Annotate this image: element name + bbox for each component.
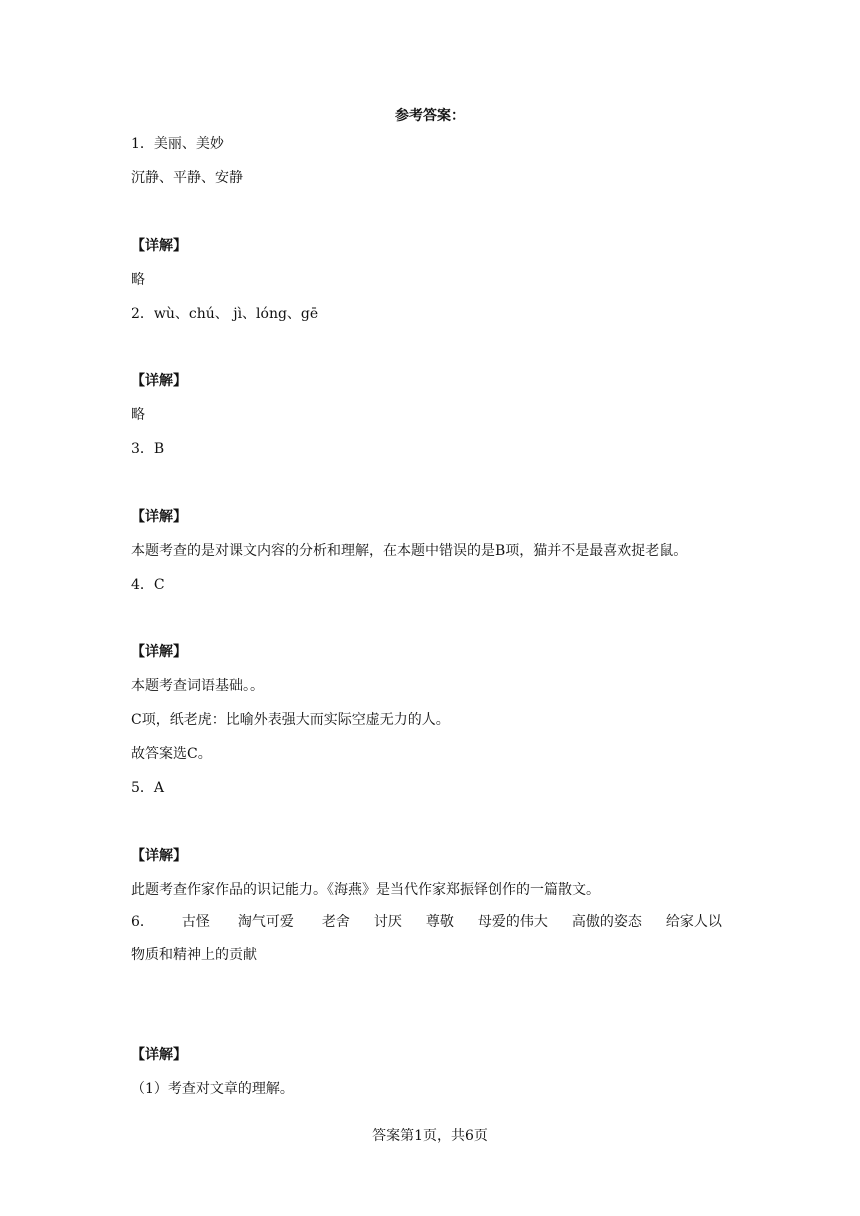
q6-answer-line1 — [131, 912, 722, 932]
q4-detail-line1: 本题考查词语基础。。 — [131, 678, 264, 694]
q3-answer: 3．B — [131, 441, 165, 457]
q6-answer-item: 老舍 — [321, 914, 350, 930]
q1-detail-label: 【详解】 — [131, 238, 187, 254]
page-footer: 答案第1页，共6页 — [372, 1128, 488, 1144]
q6-detail: （1）考查对文章的理解。 — [131, 1081, 294, 1097]
page-title: 参考答案： — [395, 108, 465, 124]
q5-answer: 5．A — [131, 780, 165, 796]
q2-answer: 2．wù、chú、 jì、lóng、gē — [131, 306, 319, 322]
q5-detail-label: 【详解】 — [131, 848, 187, 864]
q1-answer-line2: 沉静、平静、安静 — [131, 170, 243, 186]
q6-number: 6． — [131, 914, 154, 930]
q6-answer-item: 讨厌 — [373, 914, 402, 930]
q6-answer-item: 尊敬 — [425, 914, 454, 930]
q6-answer-item: 给家人以 — [665, 914, 722, 930]
q6-answer-item: 古怪 — [181, 914, 210, 930]
q6-answer-item: 淘气可爱 — [237, 914, 294, 930]
q4-detail-line2: C项，纸老虎：比喻外表强大而实际空虚无力的人。 — [131, 712, 450, 728]
q4-detail-line3: 故答案选C。 — [131, 746, 212, 762]
q4-detail-label: 【详解】 — [131, 644, 187, 660]
q3-detail-label: 【详解】 — [131, 509, 187, 525]
q1-detail: 略 — [131, 272, 145, 288]
q3-detail: 本题考查的是对课文内容的分析和理解，在本题中错误的是B项，猫并不是最喜欢捉老鼠。 — [131, 543, 688, 559]
q4-answer: 4．C — [131, 577, 165, 593]
q1-answer-line1: 1．美丽、美妙 — [131, 136, 224, 152]
q6-answer-line2: 物质和精神上的贡献 — [131, 947, 257, 963]
q6-answer-item: 母爱的伟大 — [477, 914, 548, 930]
q2-detail: 略 — [131, 407, 145, 423]
q6-answer-item: 高傲的姿态 — [571, 914, 642, 930]
q5-detail: 此题考查作家作品的识记能力。《海燕》是当代作家郑振铎创作的一篇散文。 — [131, 882, 600, 898]
q6-detail-label: 【详解】 — [131, 1047, 187, 1063]
q2-detail-label: 【详解】 — [131, 373, 187, 389]
